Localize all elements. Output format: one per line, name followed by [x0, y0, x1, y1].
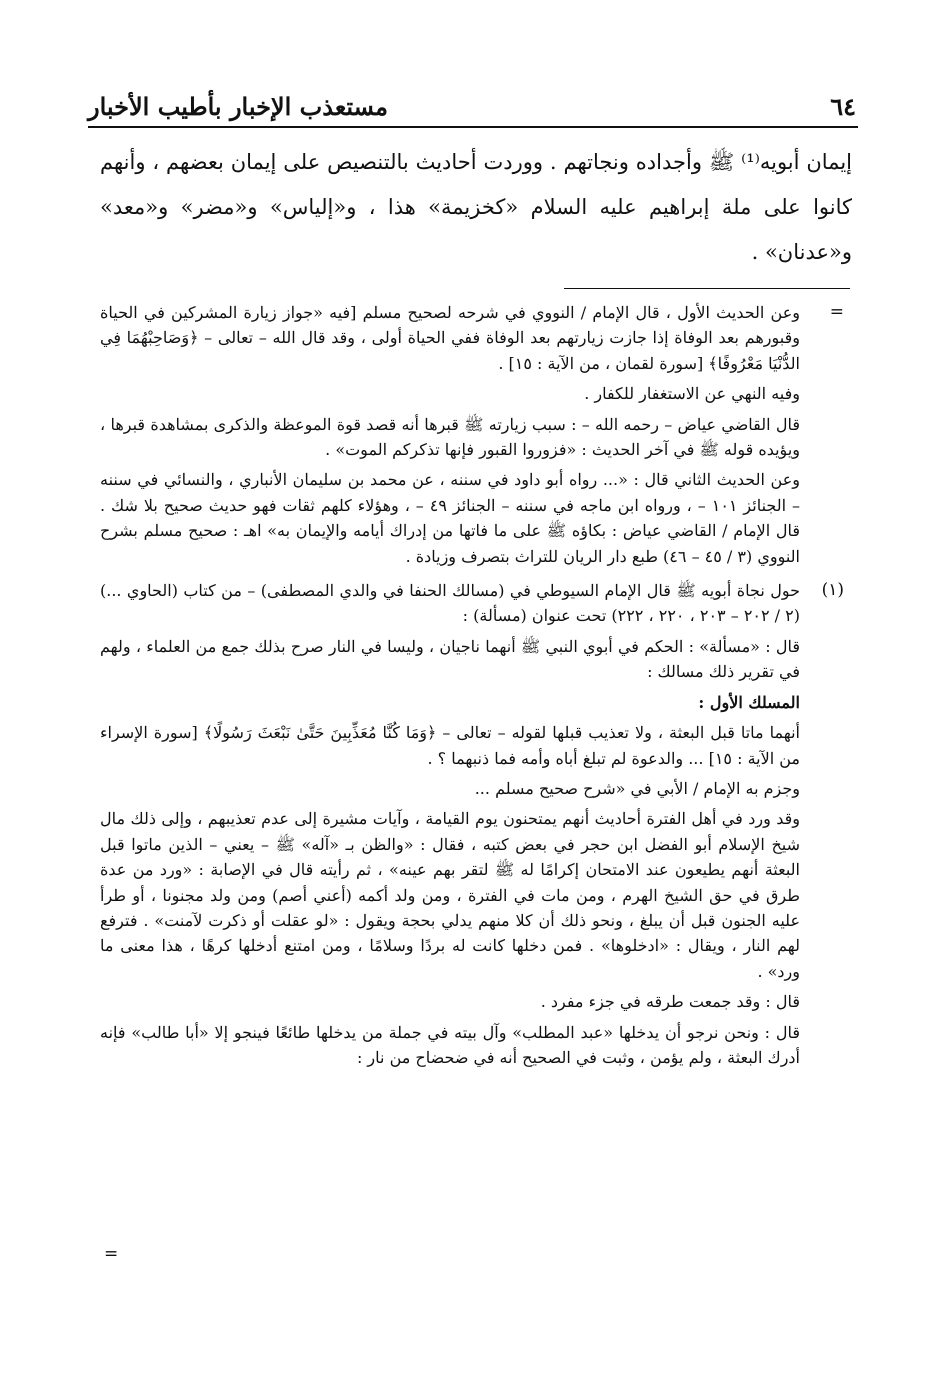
running-title: مستعذب الإخبار بأطيب الأخبار	[88, 92, 388, 121]
page-header	[88, 86, 856, 122]
footnote-paragraph: وعن الحديث الأول ، قال الإمام / النووي في شرحه لصحيح مسلم [فيه «جواز زيارة المشركين في الحياة وقبورهم بعد الوفاة إذا جازت زيارتهم بعد الوفاة ففي الحياة أولى ، وقد قال الله – تعالى – ﴿وَصَاحِبْهُمَا فِي الدُّنْيَا مَعْرُوفًا﴾ [سورة لقمان ، من الآية : ١٥] .	[100, 303, 800, 373]
footnote-paragraph: حول نجاة أبويه ﷺ قال الإمام السيوطي في (مسالك الحنفا في والدي المصطفى) – من كتاب (الحاوي ...) (٢ / ٢٠٢ – ٢٠٣ ، ٢٢٠ ، ٢٢٢) تحت عنوان (مسألة) :	[100, 581, 800, 626]
footnote-number: (١)	[821, 580, 844, 601]
footnote-paragraph: وجزم به الإمام / الأبي في «شرح صحيح مسلم ...	[474, 778, 800, 798]
page-number: ٦٤	[830, 92, 856, 121]
footnote-separator	[564, 288, 850, 289]
footnote-paragraph: وقد ورد في أهل الفترة أحاديث أنهم يمتحنون يوم القيامة ، وآيات مشيرة إلى عدم تعذيبهم ، وإلى ذلك مال شيخ الإسلام أبو الفضل ابن حجر في بعض كتبه ، فقال : «والظن بـ «آله» ﷺ – يعني – الذين ماتوا قبل البعثة أنهم يطيعون عند الامتحان إكرامًا له ﷺ لتقر بهم عينه» ، ثم رأيته قال في الإصابة : «ورد من عدة طرق في حق الشيخ الهرم ، ومن مات في الفترة ، ومن ولد أكمه (أعني أصم) ومن ولد مجنونا ، أو طرأ عليه الجنون قبل أن يبلغ ، ونحو ذلك أن كلا منهم يدلي بحجة ويقول : «لو عقلت أو ذكرت لآمنت» . فترفع لهم النار ، ويقال : «ادخلوها» . فمن دخلها كانت له بردًا وسلامًا ، ومن امتنع أدخلها كرهًا ، هذا معنى ما ورد» .	[100, 809, 801, 981]
header-rule	[88, 126, 858, 128]
main-text	[100, 140, 852, 275]
footnote-paragraph: قال القاضي عياض – رحمه الله – : سبب زيارته ﷺ قبرها أنه قصد قوة الموعظة والذكرى بمشاهدة قبرها ، ويؤيده قوله ﷺ في آخر الحديث : «فزوروا القبور فإنها تذكركم الموت» .	[100, 414, 800, 460]
main-paragraph: إيمان أبويه⁽¹⁾ ﷺ وأجداده ونجاتهم . ووردت أحاديث بالتنصيص على إيمان بعضهم ، وأنهم كانوا على ملة إبراهيم عليه السلام «كخزيمة» هذا ، و«إلياس» و«مضر» و«معد» و«عدنان» .	[100, 150, 852, 264]
footnote-paragraph: وعن الحديث الثاني قال : «... رواه أبو داود في سننه ، عن محمد بن سليمان الأنباري ، والنسائي في سننه – الجنائز ١٠١ – ، ورواه ابن ماجه في سننه – الجنائز ٤٩ – ، وهؤلاء كلهم ثقات فهو حديث صحيح بلا شك . قال الإمام / القاضي عياض : بكاؤه ﷺ على ما فاتها من إدراك أيامه والإيمان به» اهـ : صحيح مسلم بشرح النووي (٣ / ٤٥ – ٤٦) طبع دار الريان للتراث بتصرف وزيادة .	[100, 470, 801, 566]
footnote-paragraph: قال : ونحن نرجو أن يدخلها «عبد المطلب» وآل بيته في جملة من يدخلها طائعًا فينجو إلا «أبا طالب» فإنه أدرك البعثة ، ولم يؤمن ، وثبت في الصحيح أنه في ضحضاح من نار :	[100, 1022, 800, 1067]
footnote-1	[100, 578, 852, 1070]
footnote-paragraph: أنهما ماتا قبل البعثة ، ولا تعذيب قبلها لقوله – تعالى – ﴿وَمَا كُنَّا مُعَذِّبِينَ حَتَّىٰ نَبْعَثَ رَسُولًا﴾ [سورة الإسراء من الآية : ١٥] ... والدعوة لم تبلغ أباه وأمه فما ذنبهما ؟ .	[100, 723, 800, 768]
footnotes	[100, 300, 852, 1075]
section-heading: المسلك الأول :	[698, 692, 800, 712]
footnote-paragraph: وفيه النهي عن الاستغفار للكفار .	[584, 384, 800, 404]
continued-footnote	[100, 300, 852, 569]
footnote-paragraph: قال : «مسألة» : الحكم في أبوي النبي ﷺ أنهما ناجيان ، وليسا في النار صرح بذلك جمع من العلماء ، ولهم في تقرير ذلك مسالك :	[100, 636, 800, 682]
continuation-marker: =	[104, 1244, 119, 1264]
continuation-marker: =	[829, 302, 844, 322]
footnote-paragraph: قال : وقد جمعت طرقه في جزء مفرد .	[540, 992, 800, 1012]
